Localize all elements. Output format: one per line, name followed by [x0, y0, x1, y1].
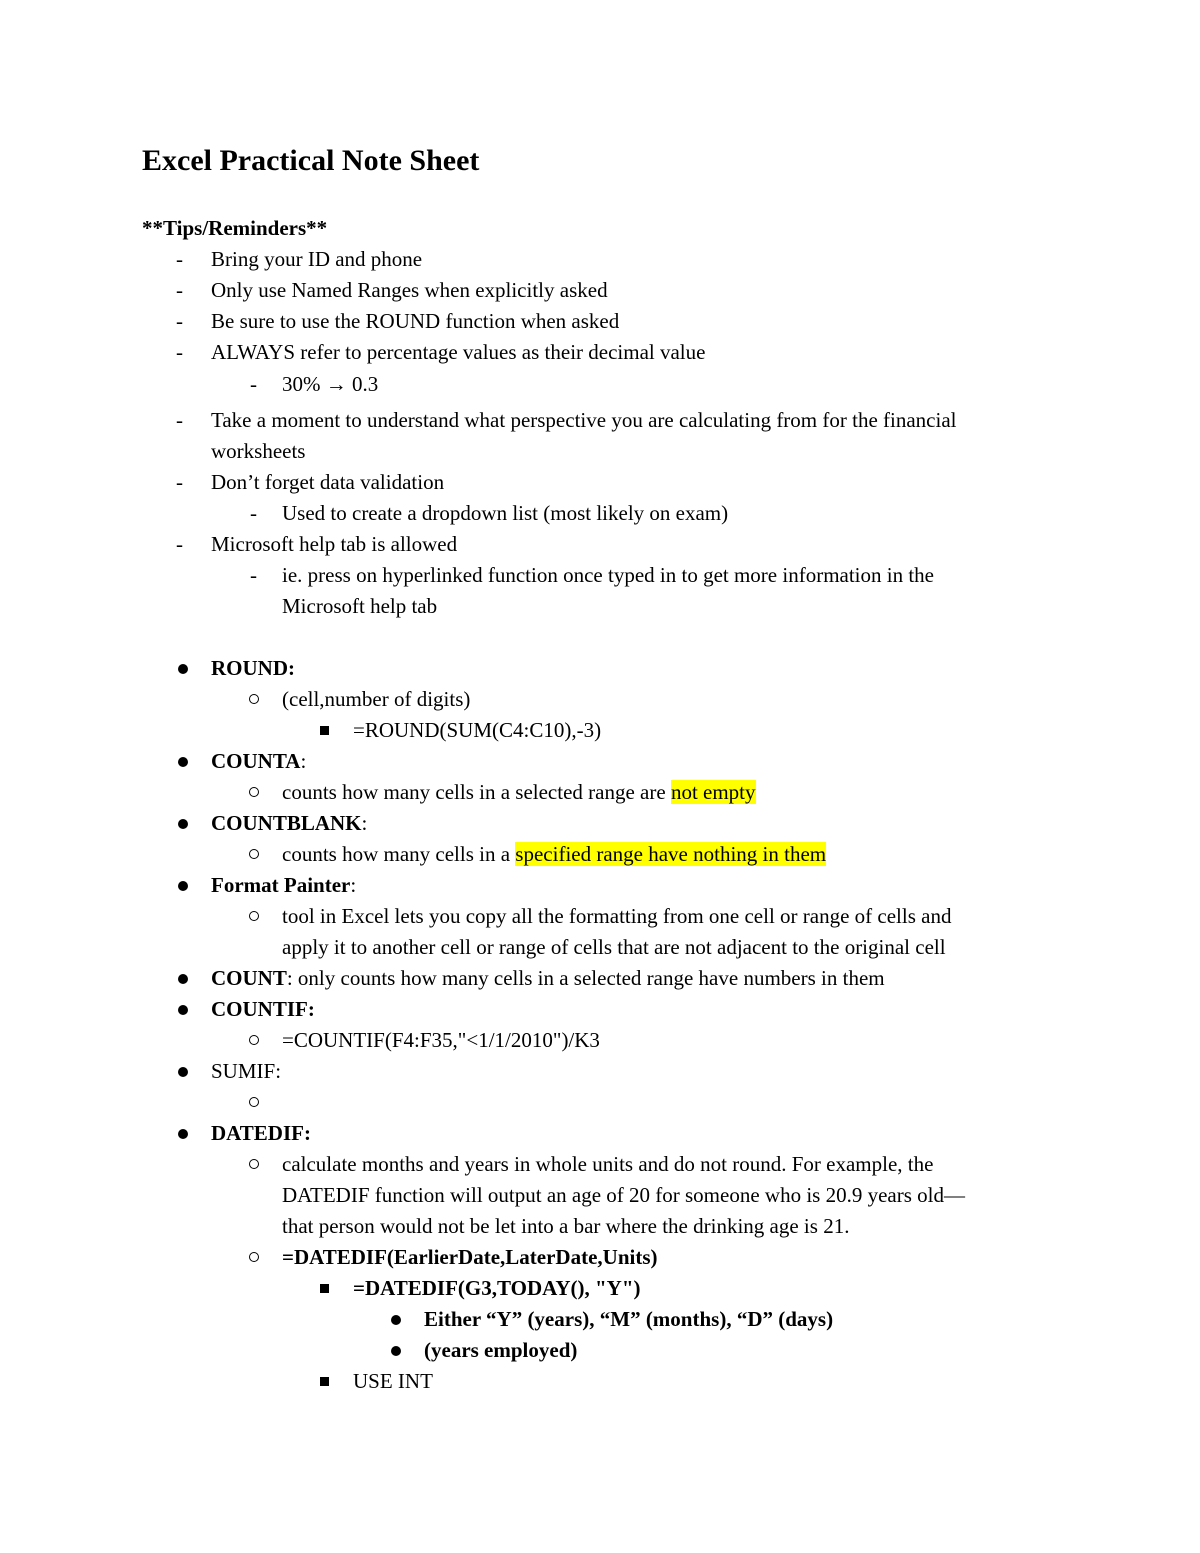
page-title: Excel Practical Note Sheet — [142, 144, 480, 177]
dash-marker: - — [176, 470, 183, 494]
datedif-desc-line2: DATEDIF function will output an age of 20 for someone who is 20.9 years old— — [282, 1183, 965, 1207]
datedif-desc-line3: that person would not be let into a bar where the drinking age is 21. — [282, 1214, 850, 1238]
count-name: COUNT — [211, 966, 287, 990]
tip-subitem-continuation: Microsoft help tab — [282, 594, 438, 618]
datedif-units-note: Either “Y” (years), “M” (months), “D” (days) — [424, 1307, 834, 1331]
bullet-square-icon — [320, 1377, 329, 1386]
bullet-dot-icon — [178, 757, 188, 767]
datedif-syntax: =DATEDIF(EarlierDate,LaterDate,Units) — [282, 1245, 658, 1269]
format-painter-colon: : — [350, 873, 357, 897]
format-painter-desc-line2: apply it to another cell or range of cells that are not adjacent to the original cell — [282, 935, 946, 959]
tip-item: ALWAYS refer to percentage values as their decimal value — [211, 340, 706, 364]
round-heading: ROUND: — [211, 656, 295, 680]
bullet-circle-icon — [249, 787, 259, 797]
round-syntax: (cell,number of digits) — [282, 687, 471, 711]
tip-subitem: 30% → 0.3 — [282, 372, 379, 396]
round-example: =ROUND(SUM(C4:C10),-3) — [353, 718, 602, 742]
countblank-desc-text: counts how many cells in a — [282, 842, 516, 866]
tips-heading: **Tips/Reminders** — [142, 216, 328, 240]
datedif-int-note: USE INT — [353, 1369, 433, 1393]
dash-marker: - — [250, 372, 257, 396]
tip-item: Don’t forget data validation — [211, 470, 445, 494]
tip-item: Only use Named Ranges when explicitly asked — [211, 278, 608, 302]
bullet-dot-icon — [391, 1315, 401, 1325]
counta-desc-highlight: not empty — [670, 780, 756, 804]
datedif-years-note: (years employed) — [424, 1338, 578, 1362]
countblank-heading — [211, 808, 367, 839]
tip-subitem: ie. press on hyperlinked function once typed in to get more information in the — [282, 563, 935, 587]
counta-heading — [211, 746, 306, 777]
format-painter-heading — [211, 870, 356, 901]
dash-marker: - — [176, 532, 183, 556]
bullet-circle-icon — [249, 849, 259, 859]
countblank-desc-highlight: specified range have nothing in them — [515, 842, 827, 866]
bullet-dot-icon — [178, 974, 188, 984]
bullet-square-icon — [320, 726, 329, 735]
dash-marker: - — [250, 501, 257, 525]
counta-description — [282, 777, 756, 808]
tip-item: Take a moment to understand what perspective you are calculating from for the financial — [211, 408, 957, 432]
dash-marker: - — [176, 278, 183, 302]
datedif-desc-line1: calculate months and years in whole units and do not round. For example, the — [282, 1152, 934, 1176]
bullet-circle-icon — [249, 694, 259, 704]
bullet-dot-icon — [178, 664, 188, 674]
counta-colon: : — [300, 749, 307, 773]
bullet-dot-icon — [178, 1067, 188, 1077]
countif-example: =COUNTIF(F4:F35,"<1/1/2010")/K3 — [282, 1028, 600, 1052]
bullet-circle-icon — [249, 1035, 259, 1045]
countblank-name: COUNTBLANK — [211, 811, 362, 835]
datedif-heading: DATEDIF: — [211, 1121, 311, 1145]
bullet-dot-icon — [391, 1346, 401, 1356]
count-description: : only counts how many cells in a selected range have numbers in them — [286, 966, 885, 990]
dash-marker: - — [176, 340, 183, 364]
countblank-colon: : — [361, 811, 368, 835]
dash-marker: - — [176, 247, 183, 271]
tip-item-continuation: worksheets — [211, 439, 306, 463]
count-line — [211, 963, 885, 994]
bullet-circle-icon — [249, 1159, 259, 1169]
bullet-dot-icon — [178, 881, 188, 891]
dash-marker: - — [250, 563, 257, 587]
bullet-circle-icon — [249, 911, 259, 921]
bullet-dot-icon — [178, 1129, 188, 1139]
counta-name: COUNTA — [211, 749, 301, 773]
tip-subitem: Used to create a dropdown list (most likely on exam) — [282, 501, 729, 525]
datedif-example: =DATEDIF(G3,TODAY(), "Y") — [353, 1276, 641, 1300]
bullet-square-icon — [320, 1284, 329, 1293]
sumif-heading: SUMIF: — [211, 1059, 282, 1083]
dash-marker: - — [176, 408, 183, 432]
format-painter-name: Format Painter — [211, 873, 351, 897]
tip-item: Be sure to use the ROUND function when asked — [211, 309, 620, 333]
bullet-dot-icon — [178, 819, 188, 829]
dash-marker: - — [176, 309, 183, 333]
format-painter-desc-line1: tool in Excel lets you copy all the formatting from one cell or range of cells and — [282, 904, 952, 928]
tip-item: Bring your ID and phone — [211, 247, 423, 271]
counta-desc-text: counts how many cells in a selected range are — [282, 780, 671, 804]
bullet-dot-icon — [178, 1005, 188, 1015]
countif-heading: COUNTIF: — [211, 997, 315, 1021]
tip-item: Microsoft help tab is allowed — [211, 532, 458, 556]
countblank-description — [282, 839, 826, 870]
bullet-circle-icon — [249, 1252, 259, 1262]
bullet-circle-icon — [249, 1097, 259, 1107]
